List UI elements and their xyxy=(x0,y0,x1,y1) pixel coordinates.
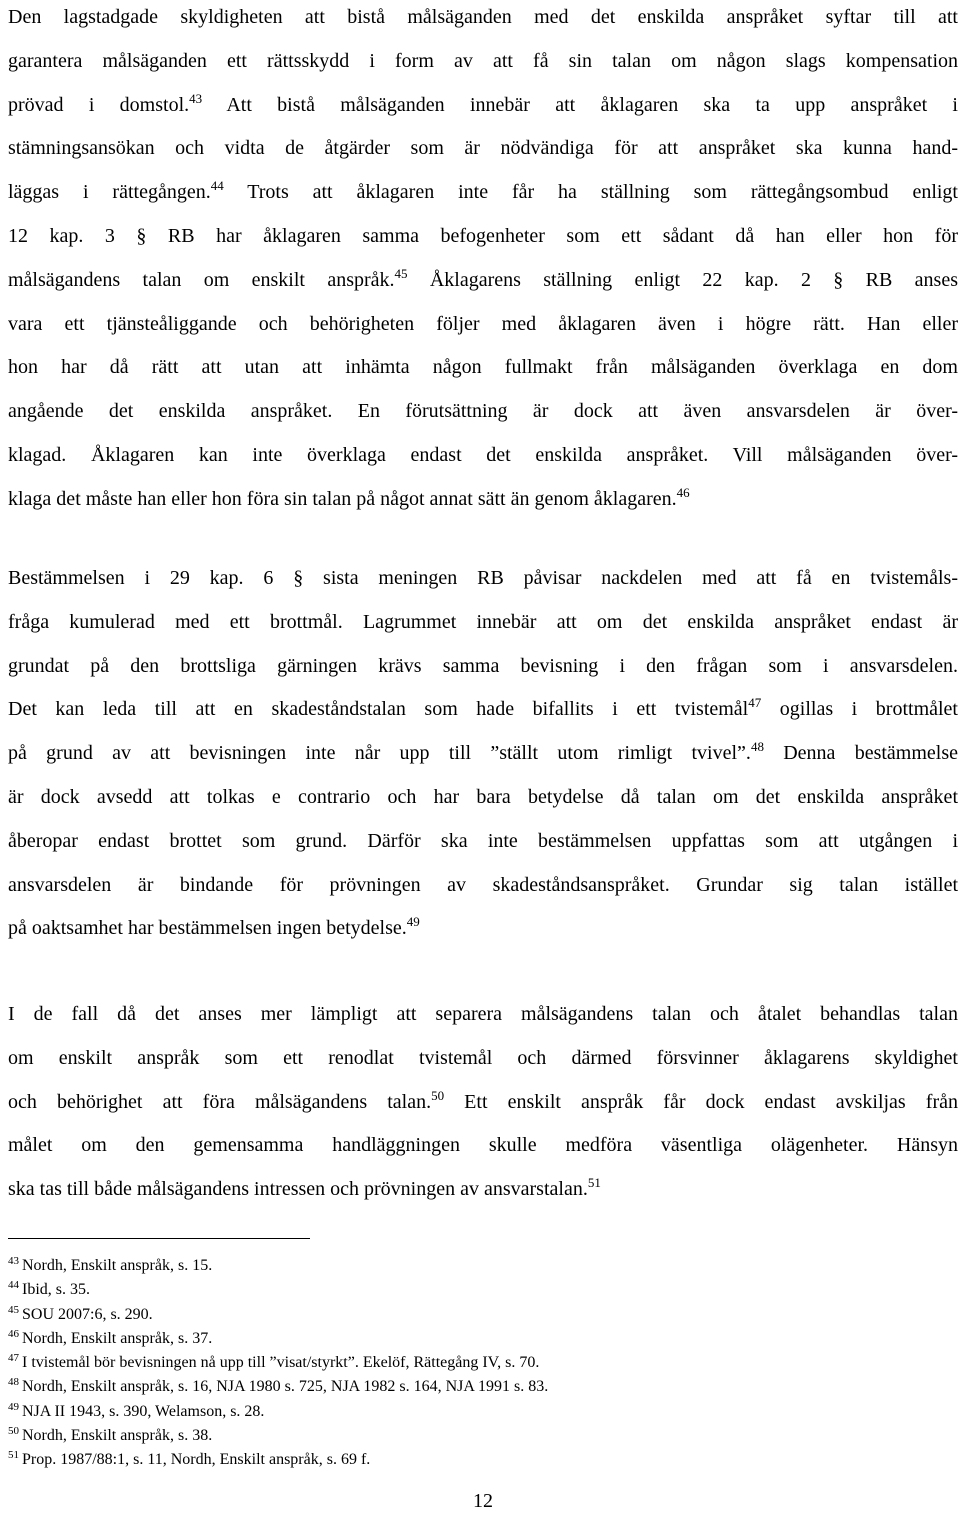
footnote-reference[interactable]: 46 xyxy=(676,484,690,500)
text-run: klaga det måste han eller hon föra sin talan på något annat sätt än genom åklagaren. xyxy=(8,487,677,510)
footnote-text: I tvistemål bör bevisningen nå upp till ”visat/styrkt”. Ekelöf, Rättegång IV, s. 70. xyxy=(22,1354,540,1372)
footnote-text: Prop. 1987/88:1, s. 11, Nordh, Enskilt anspråk, s. 69 f. xyxy=(22,1451,371,1469)
text-line: 12 kap. 3 § RB har åklagaren samma befogenheter som ett sådant då han eller hon för xyxy=(8,224,958,247)
text-run: Åklagarens ställning enligt 22 kap. 2 § RB anses xyxy=(407,268,958,291)
text-run: Ett enskilt anspråk får dock endast avskiljas från xyxy=(444,1090,958,1113)
footnote-number: 46 xyxy=(8,1327,19,1340)
footnote-reference[interactable]: 49 xyxy=(406,914,420,930)
text-run: på oaktsamhet har bestämmelsen ingen betydelse. xyxy=(8,917,407,940)
text-line: fråga kumulerad med ett brottmål. Lagrummet innebär att om det enskilda anspråket endast är xyxy=(8,610,958,633)
text-line xyxy=(8,907,958,951)
text-run: läggas i rättegången. xyxy=(8,181,211,204)
footnote-number: 45 xyxy=(8,1303,19,1316)
footnote-reference[interactable]: 44 xyxy=(210,178,224,194)
text-line: vara ett tjänsteåliggande och behörigheten följer med åklagaren även i högre rätt. Han eller xyxy=(8,312,958,335)
text-run: Denna bestämmelse xyxy=(763,742,958,765)
text-line xyxy=(8,84,958,128)
text-line: ansvarsdelen är bindande för prövningen av skadeståndsanspråket. Grundar sig talan istället xyxy=(8,873,958,896)
text-line: Bestämmelsen i 29 kap. 6 § sista meningen RB påvisar nackdelen med att få en tvistemåls- xyxy=(8,567,958,589)
footnote-text: Nordh, Enskilt anspråk, s. 16, NJA 1980 s. 725, NJA 1982 s. 164, NJA 1991 s. 83. xyxy=(22,1378,549,1396)
footnote-text: SOU 2007:6, s. 290. xyxy=(22,1305,153,1323)
text-line: åberopar endast brottet som grund. Därför ska inte bestämmelsen uppfattas som att utgången i xyxy=(8,829,958,852)
text-run: målsägandens talan om enskilt anspråk. xyxy=(8,268,395,291)
footnote-reference[interactable]: 43 xyxy=(189,90,203,106)
footnote-reference[interactable]: 51 xyxy=(587,1175,601,1191)
text-run: Det kan leda till att en skadeståndstalan som hade bifallits i ett tvistemål xyxy=(8,698,749,721)
footnote-number: 49 xyxy=(8,1400,19,1413)
footnote-reference[interactable]: 48 xyxy=(750,739,764,755)
text-line xyxy=(8,688,958,732)
text-line xyxy=(8,1081,958,1125)
text-line: I de fall då det anses mer lämpligt att separera målsägandens talan och åtalet behandlas talan xyxy=(8,1003,958,1025)
paragraph-2 xyxy=(8,557,958,951)
footnote-text: Nordh, Enskilt anspråk, s. 15. xyxy=(22,1257,213,1274)
footnote xyxy=(8,1351,958,1375)
footnote-text: Nordh, Enskilt anspråk, s. 38. xyxy=(22,1427,213,1445)
footnote-text: Ibid, s. 35. xyxy=(22,1281,90,1299)
footnote xyxy=(8,1254,958,1278)
paragraph-3 xyxy=(8,993,958,1212)
text-line xyxy=(8,1168,958,1212)
text-line xyxy=(8,732,958,776)
footnote-number: 48 xyxy=(8,1376,19,1389)
footnote-text: Nordh, Enskilt anspråk, s. 37. xyxy=(22,1329,213,1347)
footnote-number: 44 xyxy=(8,1279,19,1292)
footnote xyxy=(8,1375,958,1399)
footnote-number: 51 xyxy=(8,1449,19,1462)
text-run: ska tas till både målsägandens intressen och prövningen av ansvarstalan. xyxy=(8,1178,588,1201)
footnote xyxy=(8,1327,958,1351)
footnote-number: 43 xyxy=(8,1255,19,1267)
text-run: och behörighet att föra målsägandens talan. xyxy=(8,1090,432,1113)
footnote-number: 47 xyxy=(8,1352,19,1365)
text-line: målet om den gemensamma handläggningen skulle medföra väsentliga olägenheter. Hänsyn xyxy=(8,1134,958,1157)
text-line: om enskilt anspråk som ett renodlat tvistemål och därmed försvinner åklagarens skyldighet xyxy=(8,1046,958,1069)
text-line xyxy=(8,171,958,215)
paragraph-1 xyxy=(8,0,958,522)
text-run: på grund av att bevisningen inte når upp till ”ställt utom rimligt tvivel”. xyxy=(8,742,751,765)
page-number: 12 xyxy=(473,1490,493,1512)
text-line: garantera målsäganden ett rättsskydd i form av att få sin talan om någon slags kompensation xyxy=(8,49,958,72)
footnote xyxy=(8,1303,958,1327)
text-run: Trots att åklagaren inte får ha ställning som rättegångsombud enligt xyxy=(223,181,958,204)
text-run: prövad i domstol. xyxy=(8,93,190,116)
footnote-number: 50 xyxy=(8,1425,19,1438)
footnote xyxy=(8,1278,958,1302)
footnote-reference[interactable]: 50 xyxy=(431,1087,445,1103)
footnote-text: NJA II 1943, s. 390, Welamson, s. 28. xyxy=(22,1402,265,1420)
footnote-separator xyxy=(8,1238,310,1239)
text-line xyxy=(8,259,958,303)
text-run: Att bistå målsäganden innebär att åklagaren ska ta upp anspråket i xyxy=(202,93,958,116)
text-run: ogillas i brottmålet xyxy=(761,698,958,721)
text-line: är dock avsedd att tolkas e contrario och har bara betydelse då talan om det enskilda anspråket xyxy=(8,785,958,808)
text-line: grundat på den brottsliga gärningen krävs samma bevisning i den frågan som i ansvarsdelen. xyxy=(8,654,958,677)
text-line: stämningsansökan och vidta de åtgärder som är nödvändiga för att anspråket ska kunna hand- xyxy=(8,137,958,160)
footnotes xyxy=(8,1254,958,1473)
text-line: hon har då rätt att utan att inhämta någon fullmakt från målsäganden överklaga en dom xyxy=(8,356,958,379)
footnote-reference[interactable]: 47 xyxy=(748,695,762,711)
text-line xyxy=(8,478,958,522)
footnote xyxy=(8,1424,958,1448)
footnote-reference[interactable]: 45 xyxy=(394,265,408,281)
footnote xyxy=(8,1448,958,1472)
text-line: angående det enskilda anspråket. En förutsättning är dock att även ansvarsdelen är över- xyxy=(8,400,958,423)
footnote xyxy=(8,1400,958,1424)
text-line: klagad. Åklagaren kan inte överklaga endast det enskilda anspråket. Vill målsäganden över- xyxy=(8,443,958,466)
text-line: Den lagstadgade skyldigheten att bistå målsäganden med det enskilda anspråket syftar till att xyxy=(8,6,958,28)
